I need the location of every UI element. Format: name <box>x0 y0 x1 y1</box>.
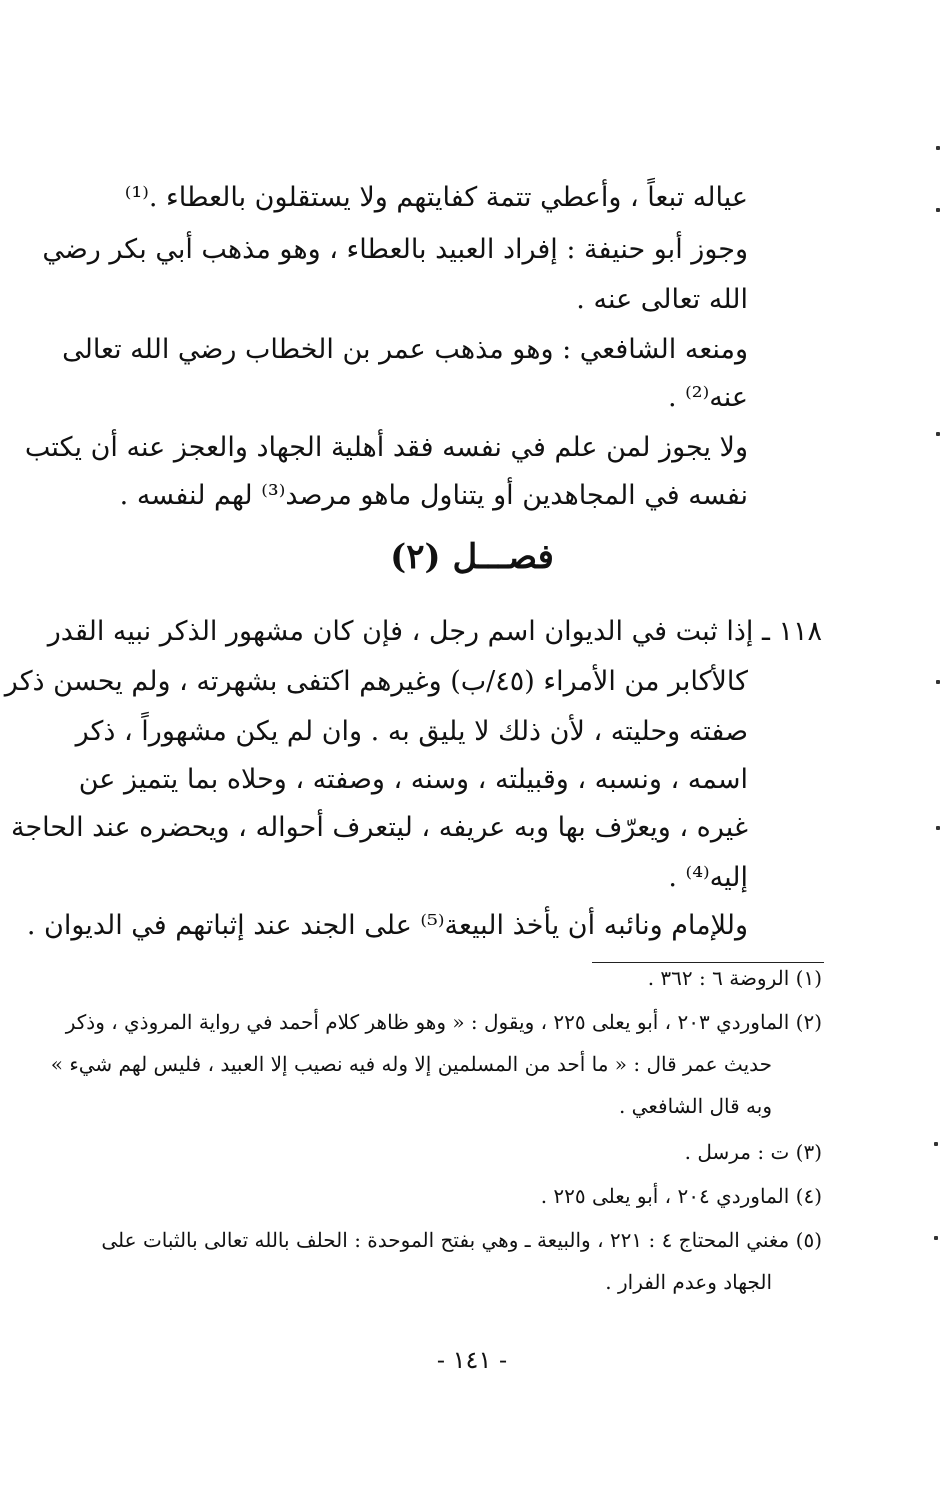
section-line-4: اسمه ، ونسبه ، وقبيلته ، وسنه ، وصفته ، وحلاه بما يتميز عن <box>78 764 748 795</box>
footnote-3: (٣) ت : مرسل . <box>684 1140 822 1164</box>
section-heading: فصـــل (٢) <box>390 537 554 577</box>
body-line-2: وجوز أبو حنيفة : إفراد العبيد بالعطاء ، وهو مذهب أبي بكر رضي <box>42 234 748 265</box>
scan-speck <box>936 680 940 684</box>
body-line-5: عنه⁽²⁾ . <box>668 382 748 413</box>
section-line-3: صفته وحليته ، لأن ذلك لا يليق به . وان لم يكن مشهوراً ، ذكر <box>75 716 748 747</box>
footnote-1: (١) الروضة ٦ : ٣٦٢ . <box>647 966 822 990</box>
body-line-6: ولا يجوز لمن علم في نفسه فقد أهلية الجهاد والعجز عنه أن يكتب <box>24 432 748 463</box>
footnote-2: (٢) الماوردي ٢٠٣ ، أبو يعلى ٢٢٥ ، ويقول : « وهو ظاهر كلام أحمد في رواية المروذي ، وذكر <box>65 1010 822 1034</box>
footnote-2-line-2: حديث عمر قال : « ما أحد من المسلمين إلا وله فيه نصيب إلا العبيد ، فليس لهم شيء » <box>50 1052 772 1076</box>
footnote-4: (٤) الماوردي ٢٠٤ ، أبو يعلى ٢٢٥ . <box>540 1184 822 1208</box>
body-line-3: الله تعالى عنه . <box>576 284 748 315</box>
scan-speck <box>936 208 940 212</box>
section-line-5: غيره ، ويعرّف بها وبه عريفه ، ليتعرف أحواله ، ويحضره عند الحاجة <box>11 812 748 843</box>
footnote-2-line-3: وبه قال الشافعي . <box>618 1094 772 1118</box>
page-number: - ١٤١ - <box>436 1346 508 1374</box>
scan-speck <box>936 432 940 436</box>
section-line-6: إليه⁽⁴⁾ . <box>668 862 748 893</box>
scan-speck <box>934 1236 938 1240</box>
section-line-7: وللإمام ونائبه أن يأخذ البيعة⁽⁵⁾ على الجند عند إثباتهم في الديوان . <box>26 910 748 941</box>
body-line-1: عياله تبعاً ، وأعطي تتمة كفايتهم ولا يستقلون بالعطاء .⁽¹⁾ <box>124 182 748 213</box>
scan-speck <box>936 146 940 150</box>
scan-speck <box>934 1142 938 1146</box>
section-line-1: ١١٨ ـ إذا ثبت في الديوان اسم رجل ، فإن كان مشهور الذكر نبيه القدر <box>47 616 822 647</box>
scan-speck <box>936 826 940 830</box>
section-line-2: كالأكابر من الأمراء (٤٥/ب) وغيرهم اكتفى بشهرته ، ولم يحسن ذكر <box>4 666 748 697</box>
footnote-5-line-2: الجهاد وعدم الفرار . <box>605 1270 772 1294</box>
footnote-5: (٥) مغني المحتاج ٤ : ٢٢١ ، والبيعة ـ وهي بفتح الموحدة : الحلف بالله تعالى بالثبات على <box>101 1228 822 1252</box>
body-line-7: نفسه في المجاهدين أو يتناول ماهو مرصد⁽³⁾ لهم لنفسه . <box>119 480 748 511</box>
body-line-4: ومنعه الشافعي : وهو مذهب عمر بن الخطاب رضي الله تعالى <box>62 334 748 365</box>
